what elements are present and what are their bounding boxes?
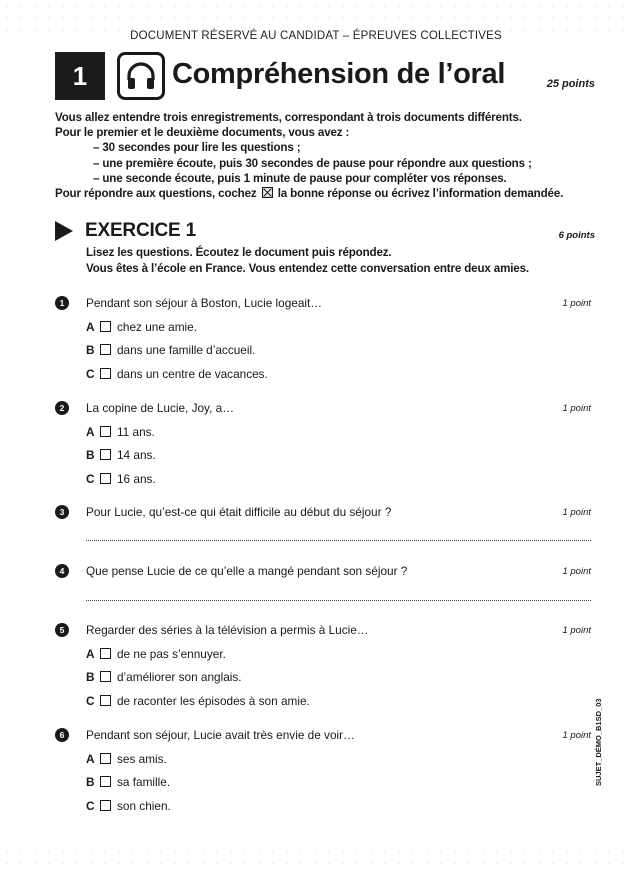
option-c [86,694,591,710]
option-text: 14 ans. [117,448,156,462]
exercise-title: EXERCICE 1 [85,220,196,241]
question-1 [55,296,591,383]
exercise-header [55,220,595,244]
answer-line[interactable] [86,599,591,601]
question-text: Pendant son séjour à Boston, Lucie logeait… [86,296,323,310]
exercise-instruction-line: Vous êtes à l’école en France. Vous entendez cette conversation entre deux amies. [86,261,529,275]
option-letter: B [86,670,95,684]
option-a [86,647,591,663]
option-a [86,425,591,441]
option-b [86,343,591,359]
option-text: sa famille. [117,775,171,789]
exercise-instructions [86,245,596,276]
option-b [86,670,591,686]
option-letter: A [86,319,95,334]
instructions-line: la bonne réponse ou écrivez l’information demandée. [277,187,564,201]
option-letter: B [86,448,95,462]
instructions-bullet: – 30 secondes pour lire les questions ; [93,141,301,155]
section-title-row [55,52,595,102]
section-points: 25 points [546,78,595,90]
question-number: 3 [55,505,69,519]
checkbox[interactable] [100,344,111,355]
exercise-instruction-line: Lisez les questions. Écoutez le document puis répondez. [86,246,392,259]
instructions-line: Pour répondre aux questions, cochez [55,187,257,201]
option-text: de ne pas s’ennuyer. [117,646,226,661]
question-points: 1 point [562,507,591,518]
checkbox[interactable] [100,648,111,659]
option-b [86,775,591,791]
option-letter: A [86,424,95,439]
checkbox[interactable] [100,368,111,379]
option-text: dans une famille d’accueil. [117,343,256,357]
question-text: Pour Lucie, qu’est-ce qui était difficile au début du séjour ? [86,505,392,519]
question-text: Pendant son séjour, Lucie avait très envie de voir… [86,728,355,742]
option-text: chez une amie. [117,319,198,334]
instructions-line: Pour le premier et le deuxième documents, vous avez : [55,126,350,140]
option-text: 11 ans. [117,424,155,439]
option-text: ses amis. [117,751,167,766]
question-number: 5 [55,623,69,637]
checkbox[interactable] [100,473,111,484]
question-text: Que pense Lucie de ce qu’elle a mangé pendant son séjour ? [86,564,408,578]
question-3 [55,505,591,521]
option-letter: C [86,798,95,813]
checkbox[interactable] [100,776,111,787]
question-text: La copine de Lucie, Joy, a… [86,401,234,415]
option-letter: C [86,471,95,486]
question-4 [55,564,591,580]
question-number: 4 [55,564,69,578]
option-text: dans un centre de vacances. [117,366,268,381]
question-number: 2 [55,401,69,415]
option-letter: A [86,646,95,661]
option-a [86,752,591,768]
checkbox[interactable] [100,321,111,332]
option-letter: B [86,343,95,357]
question-number: 1 [55,296,69,310]
question-text: Regarder des séries à la télévision a permis à Lucie… [86,623,369,637]
answer-line[interactable] [86,539,591,541]
checkbox[interactable] [100,800,111,811]
section-title: Compréhension de l’oral [172,58,506,90]
question-points: 1 point [562,566,591,577]
question-points: 1 point [562,403,591,414]
option-b [86,448,591,464]
decorative-hex-pattern-bottom [0,845,632,871]
question-points: 1 point [562,298,591,309]
checkbox[interactable] [100,753,111,764]
option-c [86,799,591,815]
question-points: 1 point [562,625,591,636]
checkbox[interactable] [100,695,111,706]
checkbox[interactable] [100,449,111,460]
question-2 [55,401,591,488]
instructions-bullet: – une première écoute, puis 30 secondes de pause pour répondre aux questions ; [93,156,532,170]
question-points: 1 point [562,730,591,741]
option-text: 16 ans. [117,471,156,486]
document-code: SUJET_DÉMO_B1SD_03 [594,698,603,786]
question-6 [55,728,591,815]
triangle-arrow-icon [55,221,73,241]
option-text: d’améliorer son anglais. [117,670,242,684]
option-letter: A [86,751,95,766]
header-note: DOCUMENT RÉSERVÉ AU CANDIDAT – ÉPREUVES COLLECTIVES [130,30,502,42]
instructions [55,110,595,201]
option-text: de raconter les épisodes à son amie. [117,693,310,708]
checkbox[interactable] [100,426,111,437]
exercise-points: 6 points [558,230,595,241]
checked-box-icon [262,187,273,198]
instructions-line: Vous allez entendre trois enregistrements, correspondant à trois documents différents. [55,111,522,124]
option-letter: C [86,366,95,381]
option-c [86,367,591,383]
instructions-bullet: – une seconde écoute, puis 1 minute de pause pour compléter vos réponses. [93,171,507,185]
option-text: son chien. [117,798,171,813]
option-c [86,472,591,488]
option-a [86,320,591,336]
checkbox[interactable] [100,671,111,682]
section-number: 1 [55,52,105,100]
question-number: 6 [55,728,69,742]
option-letter: B [86,775,95,789]
option-letter: C [86,693,95,708]
headphones-icon [117,52,165,100]
question-5 [55,623,591,710]
